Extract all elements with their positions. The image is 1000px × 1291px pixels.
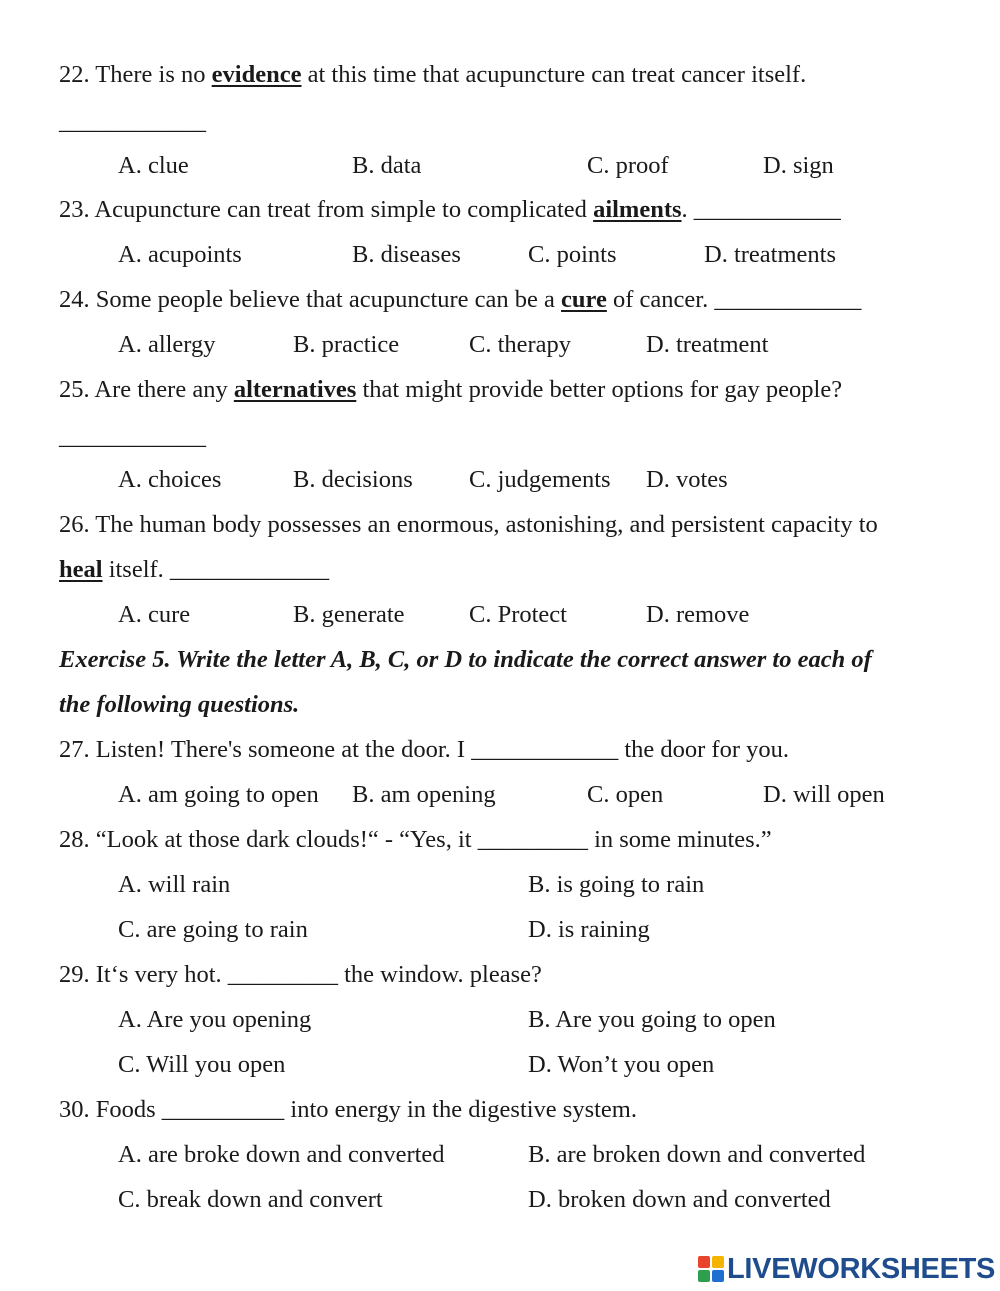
option-27-d[interactable]: D. will open (763, 781, 885, 808)
option-26-a[interactable]: A. cure (118, 601, 191, 628)
option-23-d[interactable]: D. treatments (704, 241, 836, 268)
keyword-cure: cure (561, 286, 607, 313)
option-30-b[interactable]: B. are broken down and converted (528, 1141, 866, 1168)
option-25-c[interactable]: C. judgements (469, 466, 611, 493)
question-24: 24. Some people believe that acupuncture can be a cure of cancer. ____________ (59, 286, 862, 313)
logo-block-blue (712, 1270, 724, 1282)
option-23-c[interactable]: C. points (528, 241, 617, 268)
option-29-d[interactable]: D. Won’t you open (528, 1051, 715, 1078)
option-27-c[interactable]: C. open (587, 781, 664, 808)
keyword-evidence: evidence (211, 61, 302, 88)
option-24-d[interactable]: D. treatment (646, 331, 769, 358)
option-28-a[interactable]: A. will rain (118, 871, 231, 898)
option-26-d[interactable]: D. remove (646, 601, 750, 628)
option-22-d[interactable]: D. sign (763, 152, 834, 179)
option-23-b[interactable]: B. diseases (352, 241, 461, 268)
question-27: 27. Listen! There's someone at the door. I ____________ the door for you. (59, 736, 789, 763)
option-28-b[interactable]: B. is going to rain (528, 871, 705, 898)
option-26-c[interactable]: C. Protect (469, 601, 567, 628)
option-29-a[interactable]: A. Are you opening (118, 1006, 312, 1033)
option-29-b[interactable]: B. Are you going to open (528, 1006, 776, 1033)
option-29-c[interactable]: C. Will you open (118, 1051, 286, 1078)
question-23: 23. Acupuncture can treat from simple to complicated ailments. ____________ (59, 196, 841, 223)
exercise-5-heading-cont: the following questions. (59, 691, 300, 718)
liveworksheets-logo[interactable] (698, 1252, 995, 1286)
option-30-c[interactable]: C. break down and convert (118, 1186, 383, 1213)
option-23-a[interactable]: A. acupoints (118, 241, 242, 268)
question-26: 26. The human body possesses an enormous, astonishing, and persistent capacity to (59, 511, 878, 538)
option-22-c[interactable]: C. proof (587, 152, 669, 179)
option-25-d[interactable]: D. votes (646, 466, 728, 493)
option-28-c[interactable]: C. are going to rain (118, 916, 308, 943)
liveworksheets-blocks-icon (698, 1256, 724, 1282)
option-30-a[interactable]: A. are broke down and converted (118, 1141, 445, 1168)
logo-block-green (698, 1270, 710, 1282)
liveworksheets-brand-text: LIVEWORKSHEETS (727, 1252, 996, 1285)
keyword-heal: heal (59, 556, 103, 583)
question-29: 29. It‘s very hot. _________ the window. please? (59, 961, 542, 988)
option-25-a[interactable]: A. choices (118, 466, 222, 493)
option-25-b[interactable]: B. decisions (293, 466, 413, 493)
option-24-a[interactable]: A. allergy (118, 331, 216, 358)
question-25: 25. Are there any alternatives that might provide better options for gay people? (59, 376, 843, 403)
question-26-cont: heal itself. _____________ (59, 556, 330, 583)
question-30: 30. Foods __________ into energy in the digestive system. (59, 1096, 637, 1123)
logo-block-yellow (712, 1256, 724, 1268)
keyword-alternatives: alternatives (233, 376, 357, 403)
option-22-b[interactable]: B. data (352, 152, 422, 179)
keyword-ailments: ailments (593, 196, 682, 223)
answer-blank-25[interactable]: ____________ (59, 423, 206, 450)
answer-blank-22[interactable]: ____________ (59, 108, 206, 135)
option-27-b[interactable]: B. am opening (352, 781, 496, 808)
option-22-a[interactable]: A. clue (118, 152, 189, 179)
exercise-5-heading: Exercise 5. Write the letter A, B, C, or D to indicate the correct answer to each of (59, 646, 872, 673)
option-28-d[interactable]: D. is raining (528, 916, 650, 943)
option-30-d[interactable]: D. broken down and converted (528, 1186, 831, 1213)
option-26-b[interactable]: B. generate (293, 601, 405, 628)
logo-block-red (698, 1256, 710, 1268)
option-27-a[interactable]: A. am going to open (118, 781, 319, 808)
option-24-c[interactable]: C. therapy (469, 331, 572, 358)
option-24-b[interactable]: B. practice (293, 331, 400, 358)
question-22: 22. There is no evidence at this time that acupuncture can treat cancer itself. (59, 61, 807, 88)
question-28: 28. “Look at those dark clouds!“ - “Yes, it _________ in some minutes.” (59, 826, 772, 853)
